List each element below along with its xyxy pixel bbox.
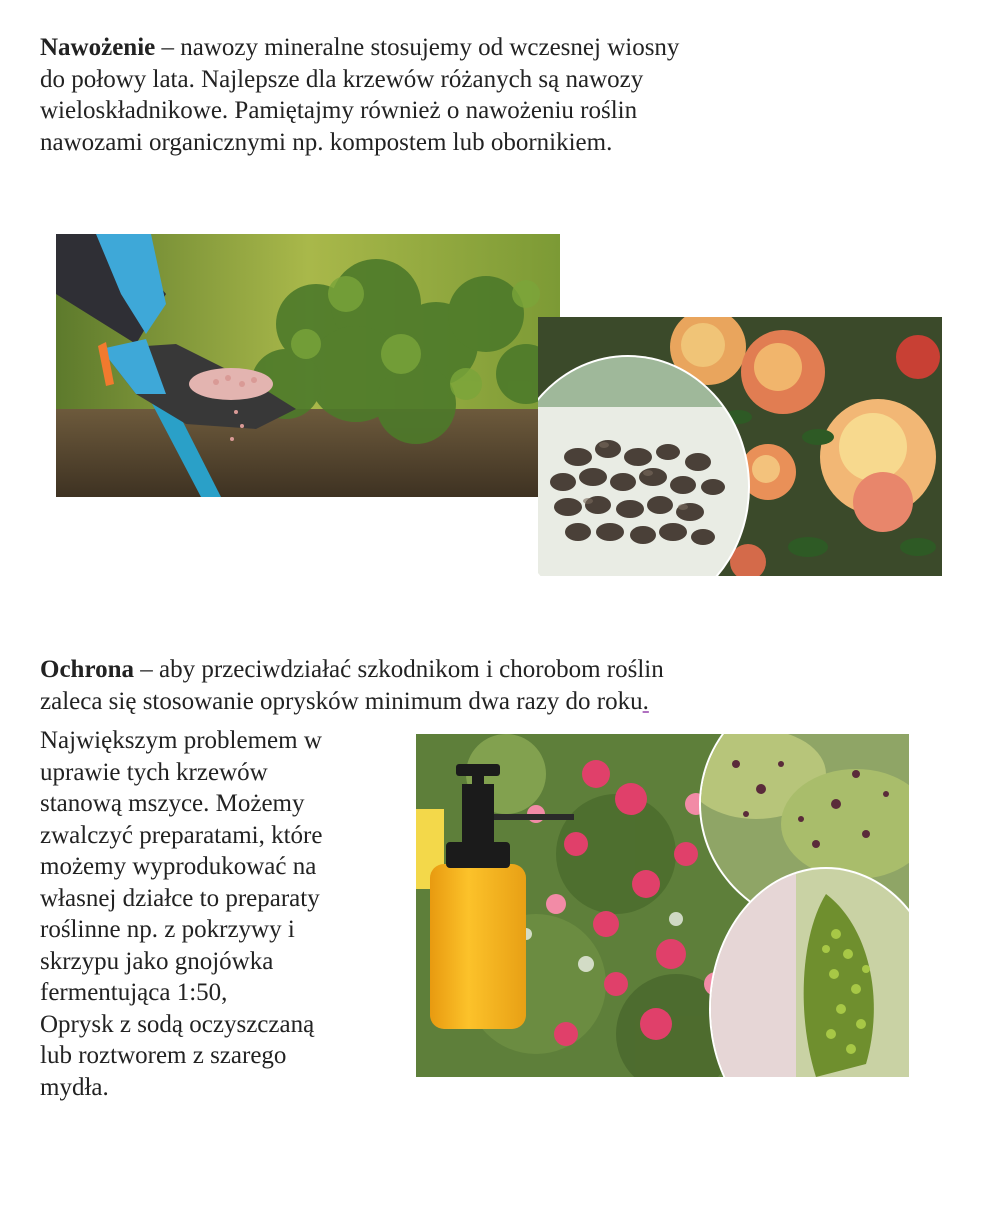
protection-end-mark: . [642,687,649,715]
aphids-line-9: fermentująca 1:50, [40,979,228,1006]
sprayer-aphids-photo [416,734,909,1077]
organic-pellets-roses-photo [538,317,942,576]
fertilizing-paragraph [40,32,920,158]
aphids-line-7: roślinne np. z pokrzywy i [40,916,295,943]
aphids-line-6: własnej działce to preparaty [40,884,320,912]
fertilizing-heading: Nawożenie [40,34,156,61]
aphids-line-8: skrzypu jako gnojówka [40,947,274,975]
aphids-line-5: możemy wyprodukować na [40,853,317,880]
fertilizing-line-3: wieloskładnikowe. Pamiętajmy również o nawożeniu roślin [40,97,638,124]
aphids-line-4: zwalczyć preparatami, które [40,821,323,849]
fertilizer-granules-photo [56,234,560,497]
fertilizing-line-4: nawozami organicznymi np. kompostem lub obornikiem. [40,128,613,156]
aphids-line-3: stanową mszyce. Możemy [40,790,305,817]
protection-line-2: zaleca się stosowanie oprysków minimum dwa razy do roku [40,687,643,715]
aphids-paragraph [40,725,410,1103]
fertilizing-line-2: do połowy lata. Najlepsze dla krzewów różanych są nawozy [40,65,644,93]
protection-line-1: – aby przeciwdziałać szkodnikom i chorobom roślin [134,656,664,683]
protection-heading: Ochrona [40,656,134,683]
aphids-line-2: uprawie tych krzewów [40,758,268,786]
aphids-line-1: Największym problemem w [40,727,322,754]
protection-paragraph [40,654,940,717]
aphids-line-10: Oprysk z sodą oczyszczaną [40,1010,315,1038]
aphids-line-12: mydła. [40,1073,109,1101]
aphids-line-11: lub roztworem z szarego [40,1042,287,1069]
fertilizing-line-1: – nawozy mineralne stosujemy od wczesnej wiosny [155,34,680,61]
